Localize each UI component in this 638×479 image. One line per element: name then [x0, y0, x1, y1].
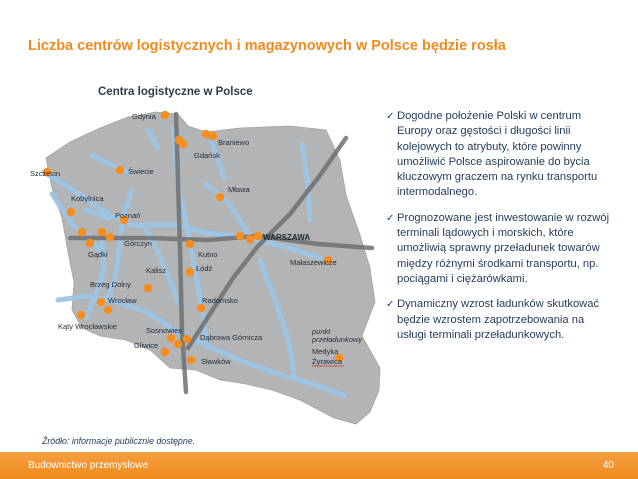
dot-sosnowiec	[161, 348, 170, 357]
label-kalisz: Kalisz	[146, 266, 167, 275]
dot-gadki-2	[98, 228, 107, 237]
label-wroclaw: Wrocław	[108, 296, 137, 305]
footer-bar	[0, 452, 638, 479]
label-warszawa: WARSZAWA	[263, 233, 311, 242]
map-title: Centra logistyczne w Polsce	[98, 86, 253, 98]
dot-slawkow	[187, 356, 196, 365]
dot-katy	[77, 311, 86, 320]
dot-warszawa-1	[236, 232, 245, 241]
bullet-list	[386, 109, 611, 353]
check-icon: ✓	[386, 299, 395, 311]
dot-poznan-2	[78, 228, 87, 237]
label-radomsko: Radomsko	[202, 296, 238, 305]
label-kobylnica: Kobylnica	[71, 194, 104, 203]
dot-elblag	[209, 132, 218, 141]
dot-kutno	[186, 240, 195, 249]
label-kutno: Kutno	[198, 250, 218, 259]
dot-swiecie	[116, 166, 125, 175]
label-poznan: Poznań	[115, 211, 141, 220]
dot-warszawa-2	[246, 235, 255, 244]
label-braniewo: Braniewo	[218, 138, 250, 147]
poland-map	[28, 100, 383, 430]
dot-lodz	[186, 268, 195, 277]
bullet-text: Prognozowane jest inwestowanie w rozwój terminali lądowych i morskich, które umożliwią sprawny przeładunek towarów między różnymi środkami transportu, np. pociągami i ciężarówkami.	[397, 211, 610, 285]
page-number: 40	[602, 460, 614, 471]
label-punkt-1: punkt	[312, 327, 331, 336]
dot-gorczyn	[86, 239, 95, 248]
label-brzeg-dolny: Brzeg Dolny	[90, 280, 131, 289]
label-swiecie: Świecie	[128, 167, 154, 176]
slide-title: Liczba centrów logistycznych i magazynowych w Polsce będzie rosła	[28, 38, 506, 54]
dot-gdansk-2	[179, 140, 188, 149]
bullet-item	[386, 297, 611, 343]
bullet-text: Dynamiczny wzrost ładunków skutkować będzie wzrostem zapotrzebowania na usługi terminali przeładunkowych.	[397, 298, 600, 341]
check-icon: ✓	[386, 212, 395, 224]
dot-katowice	[174, 340, 183, 349]
bullet-item	[386, 109, 611, 201]
label-lodz: Łódź	[196, 264, 213, 273]
label-malaszewicze: Małaszewicze	[290, 258, 337, 267]
bullet-text: Dogodne położenie Polski w centrum Europy oraz gęstości i długości linii kolejowych to atrybuty, które powinny umożliwić Polsce aspirowanie do bycia kluczowym graczem na rynku transportu intermodalnego.	[397, 110, 598, 199]
label-katy: Kąty Wrocławskie	[58, 322, 118, 331]
source-note: Źródło: informacje publicznie dostępne.	[42, 436, 196, 446]
footer-label: Budownictwo przemysłowe	[28, 460, 149, 471]
label-punkt-2: przeładunkowy	[312, 335, 363, 344]
dot-gadki	[106, 233, 115, 242]
dot-mlawa	[216, 193, 225, 202]
dot-gdynia	[161, 111, 170, 120]
check-icon: ✓	[386, 111, 395, 122]
label-gliwice: Gliwice	[134, 341, 159, 350]
label-szczecin: Szczecin	[30, 169, 61, 178]
dot-kalisz	[144, 284, 153, 293]
dot-kobylnica	[67, 208, 76, 217]
label-medyka: Medyka	[312, 347, 339, 356]
label-mlawa: Mława	[228, 185, 250, 194]
label-gdynia: Gdynia	[132, 112, 156, 121]
label-gadki: Gądki	[88, 250, 108, 259]
label-gorczyn: Górczyn	[124, 239, 152, 248]
label-sosnowiec: Sosnowiec	[146, 326, 183, 335]
label-dabrowa: Dąbrowa Górnicza	[200, 333, 263, 342]
label-slawkow: Sławków	[201, 357, 231, 366]
dot-wroclaw	[97, 298, 106, 307]
dot-dabrowa	[183, 335, 192, 344]
bullet-item	[386, 211, 611, 287]
dot-warszawa-3	[254, 232, 263, 241]
label-gdansk: Gdańsk	[194, 151, 220, 160]
dot-wroclaw-2	[104, 306, 113, 315]
label-zyrawica: Żyrawica	[312, 357, 343, 366]
